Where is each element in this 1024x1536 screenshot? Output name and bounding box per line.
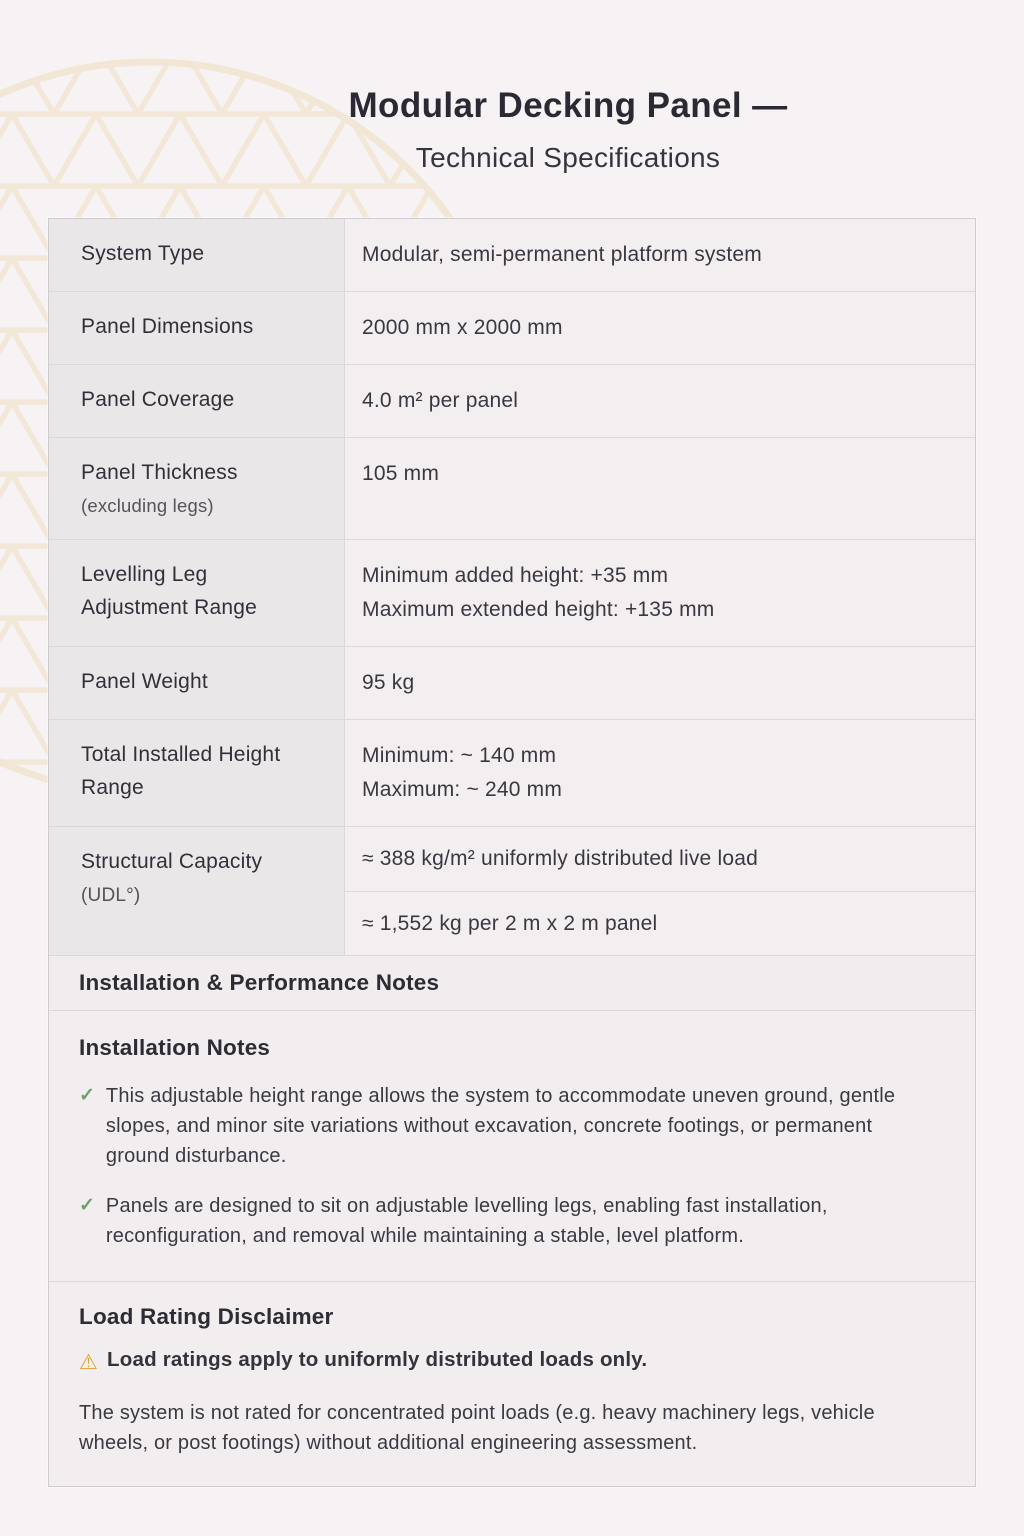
row-label xyxy=(49,540,345,646)
row-label xyxy=(49,720,345,826)
row-label xyxy=(49,219,345,291)
page-subtitle: Technical Specifications xyxy=(415,142,721,173)
disclaimer-paragraph: The system is not rated for concentrated point loads (e.g. heavy machinery legs, vehicle wheels, or post footings) without additional engineering assessment. xyxy=(79,1402,875,1455)
row-value-text: Modular, semi-permanent platform system xyxy=(362,243,762,266)
note-item-2 xyxy=(79,1191,945,1251)
table-row-total-installed-height xyxy=(49,719,975,826)
row-value-line-1: Minimum added height: +35 mm xyxy=(362,564,669,588)
load-rating-disclaimer-section xyxy=(49,1281,975,1486)
disclaimer-warning-text: Load ratings apply to uniformly distributed loads only. xyxy=(107,1348,648,1372)
row-value xyxy=(345,365,975,437)
row-label-text: Structural Capacity xyxy=(81,850,263,874)
row-label-text: Levelling Leg Adjustment Range xyxy=(81,563,257,619)
installation-notes-section xyxy=(49,1010,975,1281)
table-row-panel-weight xyxy=(49,646,975,719)
row-value-cell-1: ≈ 388 kg/m² uniformly distributed live load xyxy=(362,847,758,871)
page-title: Modular Decking Panel — xyxy=(348,86,788,125)
row-label-text: Panel Coverage xyxy=(81,388,235,412)
row-value-line-2: Maximum: ~ 240 mm xyxy=(362,778,563,802)
row-value-cell-2: ≈ 1,552 kg per 2 m x 2 m panel xyxy=(345,891,975,956)
installation-notes-heading: Installation Notes xyxy=(79,1035,271,1061)
table-row-structural-capacity xyxy=(49,826,975,955)
table-row-levelling-leg-adjustment xyxy=(49,539,975,646)
check-icon: ✓ xyxy=(79,1195,95,1217)
table-row-panel-dimensions xyxy=(49,291,975,364)
disclaimer-heading: Load Rating Disclaimer xyxy=(79,1304,334,1330)
row-label xyxy=(49,438,345,539)
row-label-wrap xyxy=(81,846,266,911)
row-label-note: (UDL°) xyxy=(81,884,141,906)
note-item-1 xyxy=(79,1081,945,1171)
row-value xyxy=(345,292,975,364)
row-value-stack xyxy=(345,827,975,955)
row-label-text: Panel Dimensions xyxy=(81,315,254,339)
table-row-panel-coverage xyxy=(49,364,975,437)
section-header-installation-performance-notes: Installation & Performance Notes xyxy=(49,955,975,1010)
table-row-system-type xyxy=(49,219,975,291)
warning-icon: ⚠ xyxy=(79,1351,99,1375)
row-label-text: Panel Thickness xyxy=(81,461,238,485)
row-label xyxy=(49,365,345,437)
row-value-text: 105 mm xyxy=(362,462,440,486)
row-label xyxy=(49,292,345,364)
table-row-panel-thickness xyxy=(49,437,975,539)
row-value-line-2: Maximum extended height: +135 mm xyxy=(362,598,715,622)
row-label xyxy=(49,827,345,955)
spec-table xyxy=(48,218,976,1487)
row-value xyxy=(345,647,975,719)
row-value xyxy=(345,540,975,646)
row-value xyxy=(345,720,975,826)
row-label xyxy=(49,647,345,719)
note-text-1: This adjustable height range allows the system to accommodate uneven ground, gentle slopes, and minor site variations without excavation, concrete footings, or permanent ground disturbance. xyxy=(105,1085,896,1168)
row-label-text: Total Installed Height Range xyxy=(81,743,281,799)
row-value-text: 4.0 m² per panel xyxy=(362,389,519,413)
row-label-text: System Type xyxy=(81,242,205,265)
note-text-2: Panels are designed to sit on adjustable levelling legs, enabling fast installation, reconfiguration, and removal while maintaining a stable, level platform. xyxy=(105,1195,828,1248)
row-value xyxy=(345,219,975,291)
disclaimer-warning-line xyxy=(79,1348,945,1378)
row-label-note: (excluding legs) xyxy=(81,494,214,516)
row-value xyxy=(345,438,975,539)
row-value-text: 95 kg xyxy=(362,671,415,695)
row-value-text: 2000 mm x 2000 mm xyxy=(362,316,563,340)
document-header xyxy=(0,0,1024,174)
row-value-line-1: Minimum: ~ 140 mm xyxy=(362,744,557,768)
check-icon: ✓ xyxy=(79,1085,95,1107)
row-label-text: Panel Weight xyxy=(81,670,208,694)
